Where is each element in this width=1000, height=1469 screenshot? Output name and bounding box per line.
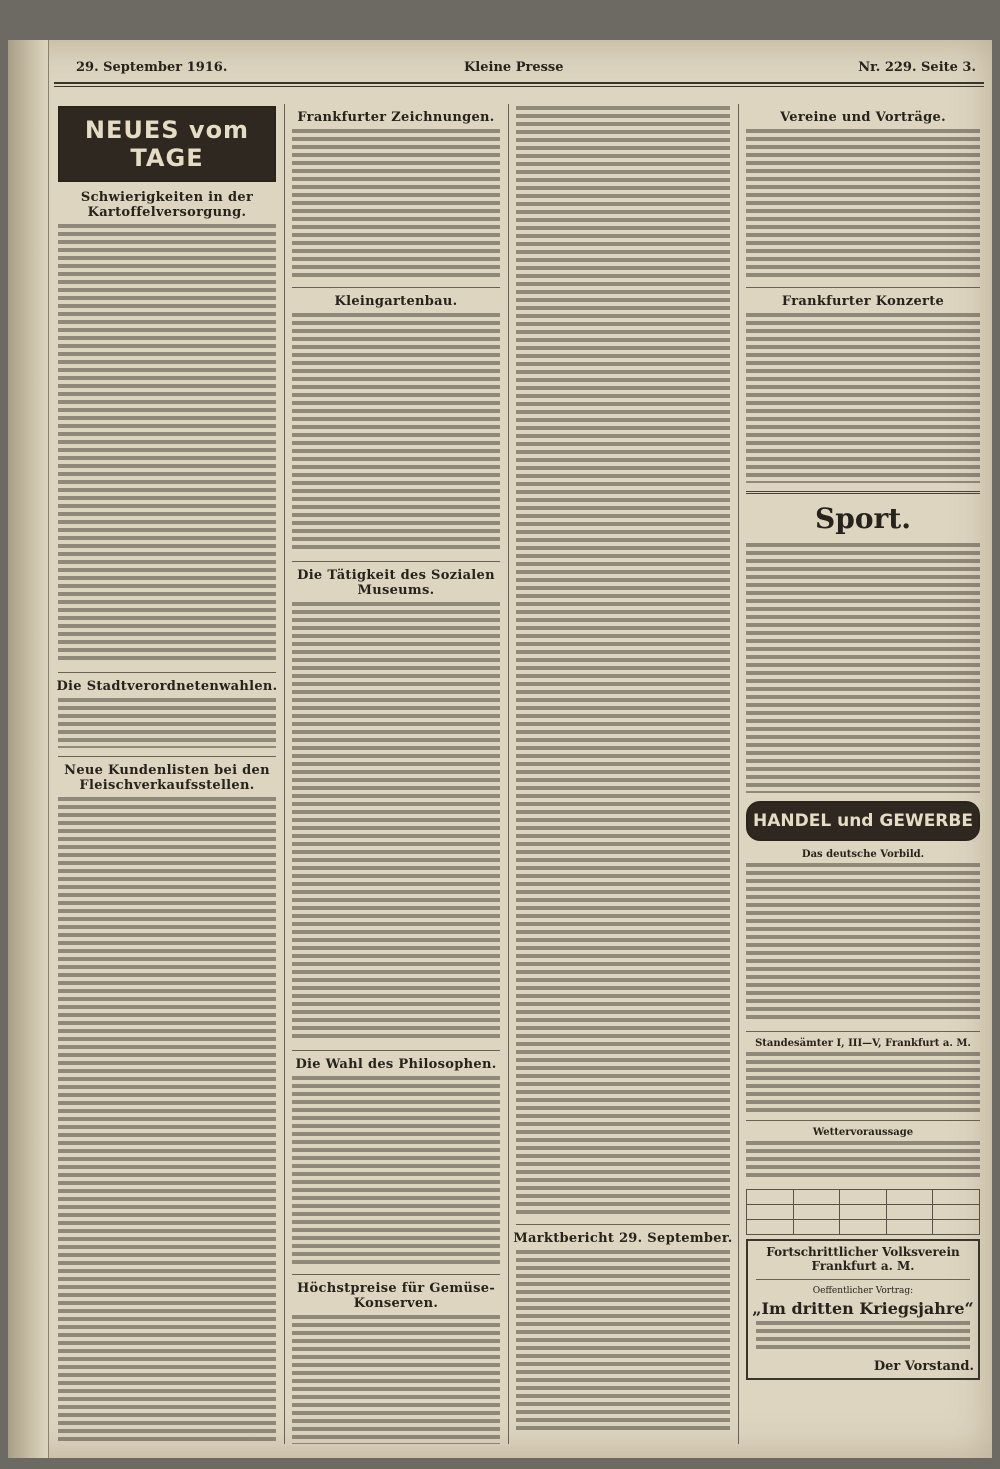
divider <box>58 672 276 673</box>
weather-table <box>746 1189 980 1235</box>
article-body <box>292 129 500 279</box>
column-1 <box>54 104 280 1444</box>
column-rule <box>738 104 739 1444</box>
neues-vom-tage-banner: NEUES vom TAGE <box>58 106 276 182</box>
masthead-rule <box>54 86 984 87</box>
article-body <box>516 1250 730 1430</box>
masthead <box>54 54 984 84</box>
article-body <box>746 863 980 1023</box>
article-body <box>58 698 276 748</box>
newspaper-page <box>8 40 992 1458</box>
article-heading-soziales-museum: Die Tätigkeit des Sozialen Museums. <box>297 568 495 598</box>
section-heading-vereine: Vereine und Vorträge. <box>780 110 946 125</box>
article-heading-wettervoraussage: Wettervoraussage <box>812 1127 914 1138</box>
article-heading-wahl-des-philosophen: Die Wahl des Philosophen. <box>295 1057 497 1072</box>
divider <box>292 1274 500 1275</box>
divider <box>746 491 980 494</box>
divider <box>746 1031 980 1032</box>
article-body <box>58 797 276 1444</box>
ad-title: Fortschrittlicher Volksverein Frankfurt a. M. <box>766 1245 960 1273</box>
article-heading-standesaemter: Standesämter I, III—V, Frankfurt a. M. <box>755 1038 971 1049</box>
article-body <box>746 129 980 279</box>
article-body <box>292 313 500 553</box>
divider <box>516 1224 730 1225</box>
divider <box>756 1279 970 1280</box>
page-spine <box>8 40 49 1458</box>
article-body <box>292 1315 500 1444</box>
article-heading-stadtverordnetenwahlen: Die Stadtverordnetenwahlen. <box>56 679 278 694</box>
article-heading-vorbild: Das deutsche Vorbild. <box>801 849 925 860</box>
article-body <box>292 602 500 1042</box>
column-rule <box>508 104 509 1444</box>
article-heading-kundenlisten: Neue Kundenlisten bei den Fleischverkaufsstellen. <box>64 763 270 793</box>
divider <box>58 756 276 757</box>
divider <box>292 1050 500 1051</box>
article-heading-kleingartenbau: Kleingartenbau. <box>334 294 458 309</box>
article-body <box>746 313 980 483</box>
handel-und-gewerbe-banner: HANDEL und GEWERBE <box>746 801 980 841</box>
article-body <box>292 1076 500 1266</box>
ad-main-title: „Im dritten Kriegsjahre“ <box>752 1299 974 1318</box>
divider <box>292 287 500 288</box>
article-body <box>746 1052 980 1112</box>
table-row <box>747 1220 980 1235</box>
local-news-body <box>516 106 730 1216</box>
ad-subtitle: Oeffentlicher Vortrag: <box>812 1286 914 1296</box>
advertisement-box <box>746 1239 980 1380</box>
article-body <box>746 543 980 793</box>
masthead-paper-name: Kleine Presse <box>464 60 564 75</box>
column-4 <box>742 104 984 1444</box>
article-body <box>58 224 276 664</box>
divider <box>746 287 980 288</box>
article-heading-hoechstpreise: Höchstpreise für Gemüse-Konserven. <box>296 1281 496 1311</box>
table-row <box>747 1190 980 1205</box>
article-heading-kartoffel: Schwierigkeiten in der Kartoffelversorgung. <box>80 190 254 220</box>
divider <box>292 561 500 562</box>
table-row <box>747 1205 980 1220</box>
article-heading-marktbericht: Marktbericht 29. September. <box>513 1231 733 1246</box>
ad-signature: Der Vorstand. <box>873 1359 974 1374</box>
section-heading-sport: Sport. <box>815 502 911 535</box>
column-2 <box>288 104 504 1444</box>
section-heading-konzerte: Frankfurter Konzerte <box>781 294 945 309</box>
article-body <box>746 1141 980 1181</box>
ad-details <box>756 1321 970 1351</box>
column-rule <box>284 104 285 1444</box>
divider <box>746 1120 980 1121</box>
column-3 <box>512 104 734 1444</box>
article-heading-frankfurter-zeichnungen: Frankfurter Zeichnungen. <box>297 110 495 125</box>
masthead-page-number: Nr. 229. Seite 3. <box>858 60 976 75</box>
masthead-date: 29. September 1916. <box>76 60 228 75</box>
